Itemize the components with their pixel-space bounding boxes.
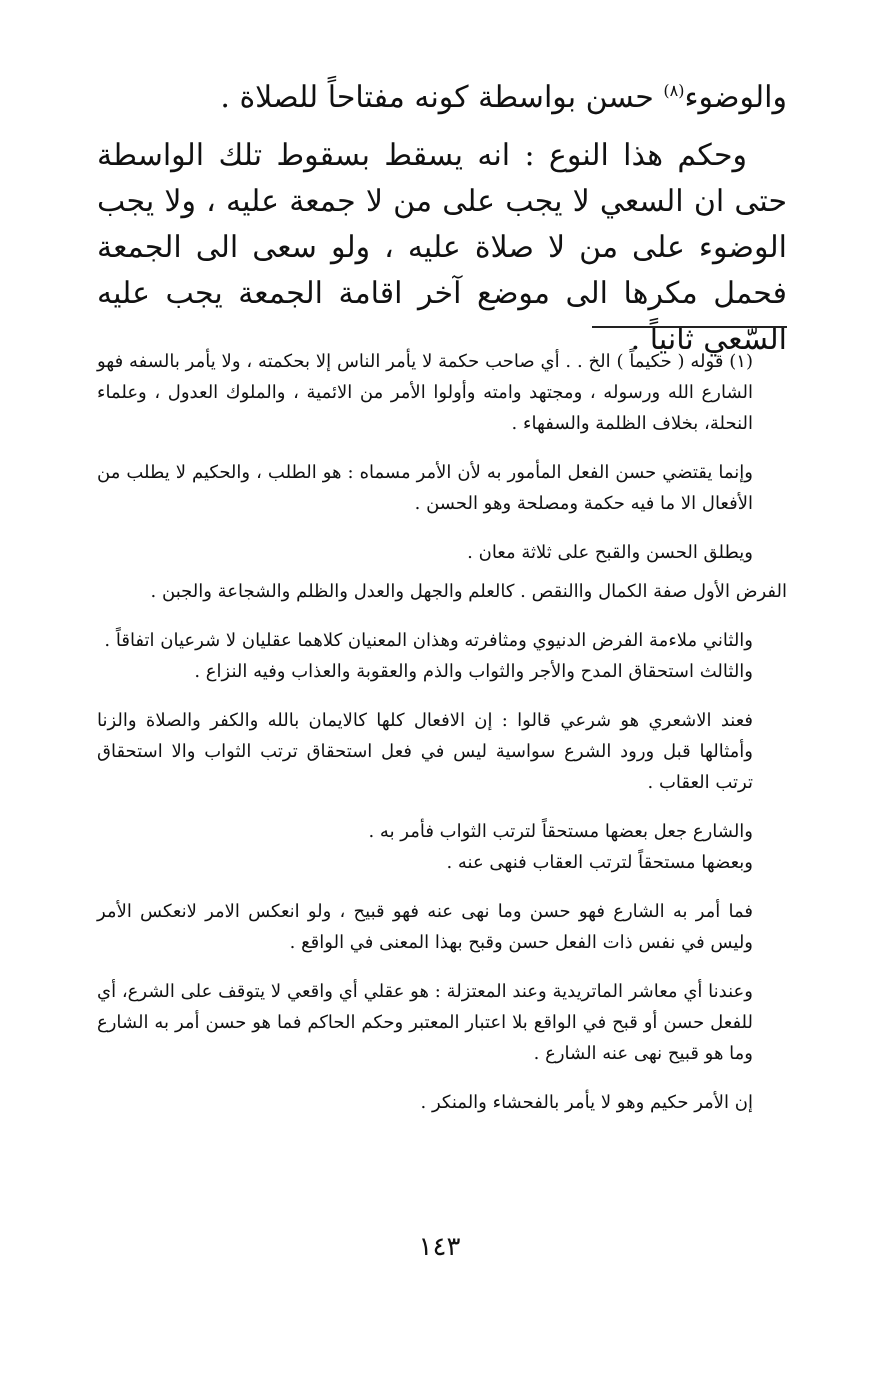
- main-line1-rest: حسن بواسطة كونه مفتاحاً للصلاة .: [220, 80, 664, 115]
- main-paragraph-1: [97, 68, 787, 121]
- footnote-marker: (٨): [663, 81, 685, 100]
- page-number: ١٤٣: [418, 1232, 461, 1262]
- footnote-para-10: فما أمر به الشارع فهو حسن وما نهى عنه فهو قبيح ، ولو انعكس الامر لانعكس الأمر وليس في نفس ذات الفعل حسن وقبح بهذا المعنى في الواقع .: [97, 901, 753, 953]
- footnote-para-3: ويطلق الحسن والقبح على ثلاثة معان .: [467, 542, 753, 563]
- footnote-1: (١) قوله ( حكيماً ) الخ . . أي صاحب حكمة لا يأمر الناس إلا بحكمته ، ولا يأمر بالسفه فهو الشارع الله ورسوله ، ومجتهد وامته وأولوا الأمر من الائمية ، والملوك العدول ، وعلماء النحلة، بخلاف الظلمة والسفهاء .: [97, 351, 753, 434]
- footnote-para-5: والثاني ملاءمة الفرض الدنيوي ومثافرته وهذان المعنيان كلاهما عقليان لا شرعيان اتفاقاً .: [104, 630, 753, 651]
- main-line1-word: والوضوء: [684, 80, 787, 115]
- footnote-para-8: والشارع جعل بعضها مستحقاً لترتب الثواب فأمر به .: [368, 821, 753, 842]
- main-paragraph-2: وحكم هذا النوع : انه يسقط بسقوط تلك الواسطة حتى ان السعي لا يجب على من لا جمعة عليه ، ولا يجب الوضوء على من لا صلاة عليه ، ولو سعى الى الجمعة فحمل مكرها الى موضع آخر اقامة الجمعة يجب عليه السّعي ثانياً .: [97, 138, 787, 357]
- footnote-para-6: والثالث استحقاق المدح والأجر والثواب والذم والعقوبة والعذاب وفيه النزاع .: [194, 661, 753, 682]
- footnote-para-2: وإنما يقتضي حسن الفعل المأمور به لأن الأمر مسماه : هو الطلب ، والحكيم لا يطلب من الأفعال الا ما فيه حكمة ومصلحة وهو الحسن .: [97, 462, 753, 514]
- footnote-para-12: إن الأمر حكيم وهو لا يأمر بالفحشاء والمنكر .: [420, 1092, 753, 1113]
- footnotes: [97, 346, 787, 1118]
- footnote-divider: [592, 326, 787, 328]
- footnote-para-7: فعند الاشعري هو شرعي قالوا : إن الافعال كلها كالايمان بالله والكفر والصلاة والزنا وأمثالها قبل ورود الشرع سواسية ليس في فعل استحقاق ترتب الثواب والا استحقاق ترتب العقاب .: [97, 710, 753, 793]
- footnote-para-4: الفرض الأول صفة الكمال واالنقص . كالعلم والجهل والعدل والظلم والشجاعة والجبن .: [150, 581, 787, 602]
- footnote-para-9: وبعضها مستحقاً لترتب العقاب فنهى عنه .: [446, 852, 753, 873]
- main-text: [97, 68, 787, 363]
- footnote-para-11: وعندنا أي معاشر الماتريدية وعند المعتزلة : هو عقلي أي واقعي لا يتوقف على الشرع، أي للفعل حسن أو قبح في الواقع بلا اعتبار المعتبر وحكم الحاكم فما هو حسن أمر به الشارع وما هو قبيح نهى عنه الشارع .: [97, 981, 753, 1064]
